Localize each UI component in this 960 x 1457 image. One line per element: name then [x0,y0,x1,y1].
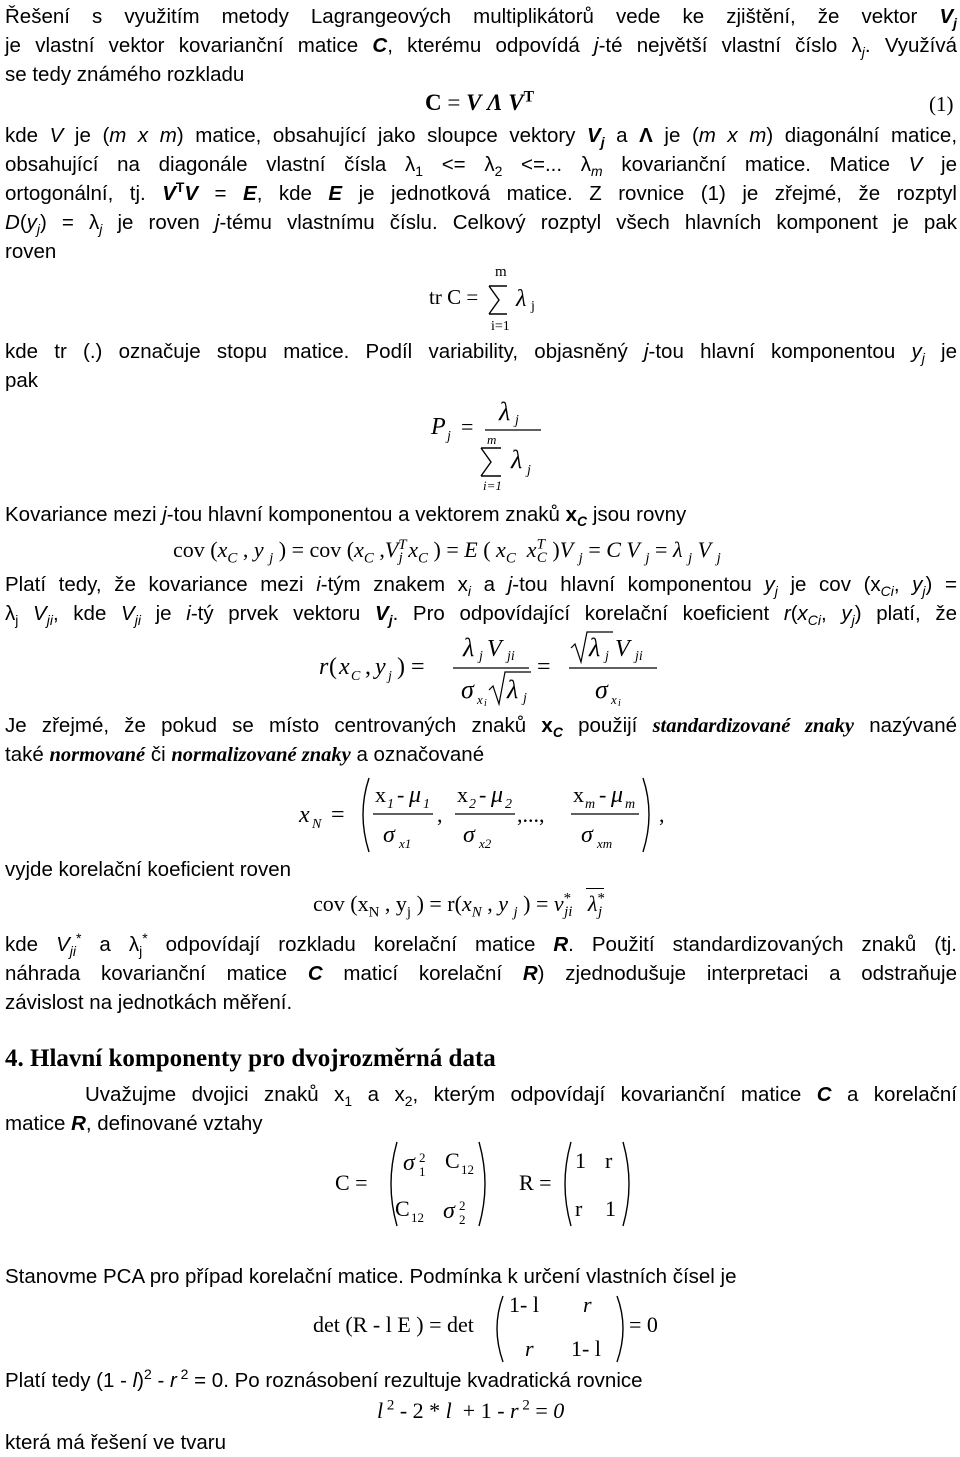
svg-text:,: , [659,802,665,827]
svg-text:i=1: i=1 [483,478,502,493]
svg-text:μ: μ [409,782,422,808]
svg-text:1: 1 [575,1148,586,1173]
svg-text:V: V [487,636,502,662]
svg-text:j: j [388,669,392,684]
svg-text:-: - [479,782,487,807]
svg-text:12: 12 [461,1162,474,1177]
svg-text:j: j [447,429,451,444]
paragraph-2-line-4: $D(y_j) = \lambda_j$ je roven j-tému vlastnímu číslu. Celkový rozptyl všech hlavních komponent je pak [5,211,957,238]
paragraph-2-line-1: kde V je (m x m) matice, obsahující jako sloupce vektory $V_j$ a Λ je (m x m) diagonální matice, [5,124,958,151]
svg-text:tr C =: tr C = [429,285,479,309]
svg-text:x: x [375,782,386,807]
svg-text:σ: σ [463,822,475,848]
svg-text:C: C [351,669,361,684]
paragraph-3-line-2: pak [5,369,39,392]
svg-text:σ: σ [443,1198,455,1224]
paragraph-2-line-2: obsahující na diagonále vlastní čísla $\lambda_1 <= \lambda_2$ <=... $\lambda_m$ kovarianční matice. Matice V je [5,153,958,180]
svg-text:r: r [605,1148,613,1173]
svg-text:x: x [339,654,350,680]
svg-text:r: r [583,1292,592,1317]
svg-text:λ: λ [516,286,527,312]
svg-text:det (R - l E ) = det: det (R - l E ) = det [313,1312,474,1337]
svg-text:R =: R = [519,1170,552,1195]
correlation-equation [315,628,675,710]
svg-text:) =: ) = [397,654,425,680]
svg-text:μ: μ [611,782,624,808]
svg-text:-: - [397,782,405,807]
svg-text:= 0: = 0 [629,1312,658,1337]
svg-text:σ: σ [403,1150,415,1176]
svg-text:σ: σ [595,675,608,704]
svg-text:j: j [527,463,531,478]
svg-text:2: 2 [459,1212,466,1227]
paragraph-10: Stanovme PCA pro případ korelační matice. Podmínka k určení vlastních čísel je [5,1265,737,1288]
paragraph-3-line-1: kde tr (.) označuje stopu matice. Podíl variability, objasněný j-tou hlavní komponentou $y_j$ je [5,340,957,367]
svg-text:C: C [395,1196,410,1221]
determinant-equation [311,1290,671,1370]
svg-text:x: x [457,782,468,807]
svg-text:i: i [618,698,621,709]
svg-text:x: x [299,802,310,828]
paragraph-9-line-1: Uvažujme dvojici znaků $x_1$ a $x_2$, kterým odpovídají kovarianční matice C a korelační [85,1083,957,1110]
svg-text:x: x [611,692,617,707]
svg-text:λ: λ [499,397,511,426]
svg-text:C: C [445,1148,460,1173]
paragraph-6-line-2: také normované či normalizované znaky a označované [5,743,485,766]
section-heading: 4. Hlavní komponenty pro dvojrozměrná data [5,1045,496,1072]
svg-text:2: 2 [459,1198,466,1213]
svg-text:=: = [331,802,345,828]
svg-text:r: r [319,654,329,680]
svg-text:m: m [495,264,507,280]
svg-text:σ: σ [461,675,474,704]
svg-text:x: x [477,692,483,707]
paragraph-5-line-2: $\lambda_j$ $V_{ji}$, kde $V_{ji}$ je i-tý prvek vektoru $V_j$. Pro odpovídající korelační koeficient $r(x_{Ci}$, $y_j$) platí, že [5,602,957,629]
svg-text:λ: λ [463,633,475,662]
paragraph-9-line-2: matice R, definované vztahy [5,1112,263,1135]
trace-equation [423,262,563,334]
svg-text:r: r [575,1196,583,1221]
svg-text:j: j [531,299,535,314]
svg-text:N: N [312,817,322,832]
svg-text:P: P [431,414,446,440]
paragraph-2-line-3: ortogonální, tj. $V^TV = E$, kde E je jednotková matice. Z rovnice (1) je zřejmé, že rozptyl [5,179,957,205]
svg-text:1: 1 [387,797,394,812]
svg-text:x2: x2 [479,836,492,851]
svg-text:i: i [484,698,487,709]
paragraph-8-line-2: náhrada kovarianční matice C maticí korelační R) zjednodušuje interpretaci a odstraňuje [5,962,957,985]
normalized-x-equation [297,768,697,858]
paragraph-8-line-3: závislost na jednotkách měření. [5,991,293,1014]
svg-text:1: 1 [419,1164,426,1179]
svg-text:2: 2 [505,797,512,812]
paragraph-1-line-2: je vlastní vektor kovarianční matice C, kterému odpovídá j-té největší vlastní číslo $\lambda_j$. Využívá [5,34,957,61]
svg-text:λ: λ [507,675,519,704]
svg-text:C =: C = [335,1170,368,1195]
svg-text:2: 2 [419,1150,426,1165]
svg-text:λ: λ [511,445,523,474]
svg-text:m: m [487,432,497,447]
quadratic-equation: l $^2$ - 2 * l + 1 - r $^2$ = 0 [377,1397,565,1423]
svg-text:=: = [461,414,474,439]
svg-text:(: ( [329,654,337,680]
svg-text:j: j [605,649,609,664]
pj-equation [425,390,555,495]
svg-text:r: r [525,1336,534,1361]
svg-text:μ: μ [491,782,504,808]
svg-text:,: , [437,802,443,827]
svg-text:2: 2 [469,797,476,812]
equation-1: C = V Λ $V^T$ [425,88,535,115]
paragraph-1-line-1: Řešení s využitím metody Lagrangeových multiplikátorů vede ke zjištění, že vektor $V_j$ [5,5,957,32]
paragraph-12: která má řešení ve tvaru [5,1431,227,1454]
matrices-c-r [333,1134,653,1234]
svg-text:,...,: ,..., [517,802,545,827]
svg-text:j: j [523,691,527,706]
svg-text:λ: λ [589,633,601,662]
paragraph-1-line-3: se tedy známého rozkladu [5,63,245,86]
paragraph-6-line-1: Je zřejmé, že pokud se místo centrovaných znaků $x_C$ použijí standardizované znaky nazývané [5,714,957,741]
svg-text:V: V [615,636,630,662]
svg-text:ji: ji [635,649,643,664]
normalized-covariance-equation: cov ($x_N$ , $y_j$ ) = $r(x_N$ , y $_j$ ) = $v^*_{ji}$ $\lambda^*_j$ [313,888,604,918]
svg-text:y: y [375,654,386,680]
paragraph-11: Platí tedy (1 - l)$^2$ - r $^2$ = 0. Po roznásobení rezultuje kvadratická rovnice [5,1366,643,1392]
paragraph-8-line-1: kde $V_{ji}^*$ a $\lambda_j^*$ odpovídají rozkladu korelační matice R. Použití standardizovaných znaků (tj. [5,930,958,960]
paragraph-5-line-1: Platí tedy, že kovariance mezi i-tým znakem $x_i$ a j-tou hlavní komponentou $y_j$ je cov ($x_{Ci}$, $y_j$) = [5,573,957,600]
svg-text:j: j [515,413,519,428]
svg-text:x1: x1 [399,836,412,851]
svg-text:1- l: 1- l [571,1336,601,1361]
svg-text:=: = [537,654,551,680]
svg-text:m: m [625,797,636,812]
paragraph-2-line-5: roven [5,240,57,263]
svg-text:j: j [479,649,483,664]
svg-text:xm: xm [597,836,613,851]
svg-text:ji: ji [507,649,515,664]
svg-text:1: 1 [423,797,430,812]
svg-text:1: 1 [605,1196,616,1221]
svg-text:x: x [573,782,584,807]
paragraph-7: vyjde korelační koeficient roven [5,858,292,881]
svg-text:,: , [365,654,371,680]
svg-text:12: 12 [411,1210,424,1225]
covariance-equation: cov ($x_C$ , y $_j$ ) = cov ($x_C$ $,V^T_j$ $x_C$ ) = E ( $x_C$ $x^T_C$ )V $_j$ = C V $_j$ = λ $_j$ V $_j$ [173,536,721,567]
svg-text:1- l: 1- l [509,1292,539,1317]
paragraph-4: Kovariance mezi j-tou hlavní komponentou a vektorem znaků $x_C$ jsou rovny [5,503,687,530]
svg-text:σ: σ [383,822,395,848]
equation-1-label: (1) [929,92,954,116]
svg-text:σ: σ [581,822,593,848]
svg-text:m: m [585,797,596,812]
svg-text:i=1: i=1 [491,319,510,334]
svg-text:-: - [599,782,607,807]
